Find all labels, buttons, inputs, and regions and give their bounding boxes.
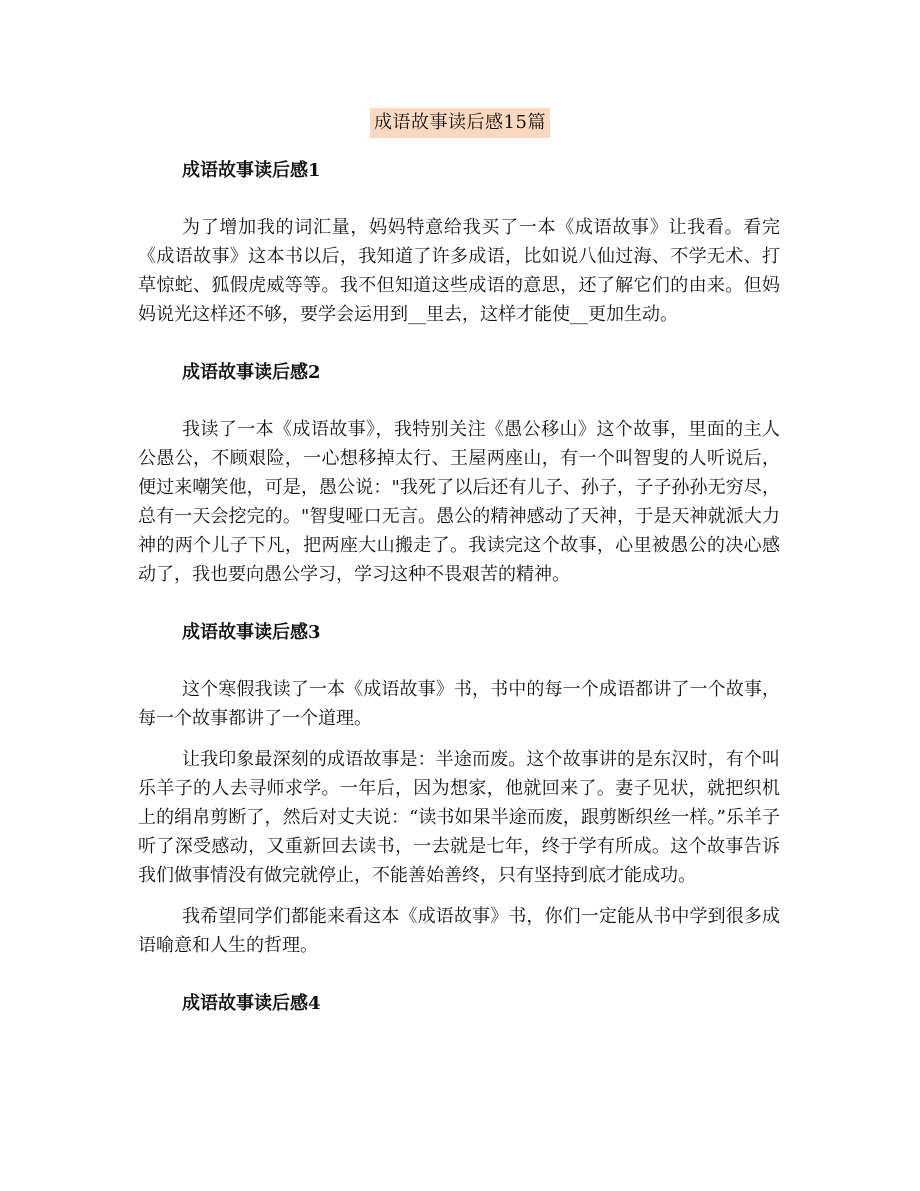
section-heading: 成语故事读后感1 (182, 160, 321, 181)
document-body (138, 155, 780, 1020)
title-container (0, 108, 920, 138)
paragraph: 让我印象最深刻的成语故事是：半途而废。这个故事讲的是东汉时，有个叫乐羊子的人去寻师求学。一年后，因为想家，他就回来了。妻子见状，就把织机上的绢帛剪断了，然后对丈夫说：“读书如果半途而废，跟剪断织丝一样。”乐羊子听了深受感动，又重新回去读书，一去就是七年，终于学有所成。这个故事告诉我们做事情没有做完就停止，不能善始善终，只有坚持到底才能成功。 (138, 749, 780, 886)
section-heading: 成语故事读后感3 (182, 622, 321, 643)
paragraph: 这个寒假我读了一本《成语故事》书，书中的每一个成语都讲了一个故事，每一个故事都讲了一个道理。 (138, 679, 780, 729)
section-heading: 成语故事读后感2 (182, 362, 321, 383)
paragraph: 我读了一本《成语故事》，我特别关注《愚公移山》这个故事，里面的主人公愚公，不顾艰险，一心想移掉太行、王屋两座山，有一个叫智叟的人听说后，便过来嘲笑他，可是，愚公说："我死了以后还有儿子、孙子，子子孙孙无穷尽，总有一天会挖完的。"智叟哑口无言。愚公的精神感动了天神，于是天神就派大力神的两个儿子下凡，把两座大山搬走了。我读完这个故事，心里被愚公的决心感动了，我也要向愚公学习，学习这种不畏艰苦的精神。 (138, 419, 780, 585)
paragraph: 为了增加我的词汇量，妈妈特意给我买了一本《成语故事》让我看。看完《成语故事》这本书以后，我知道了许多成语，比如说八仙过海、不学无术、打草惊蛇、狐假虎威等等。我不但知道这些成语的意思，还了解它们的由来。但妈妈说光这样还不够，要学会运用到__里去，这样才能使__更加生动。 (138, 217, 780, 325)
section-heading: 成语故事读后感4 (182, 993, 321, 1014)
paragraph: 我希望同学们都能来看这本《成语故事》书，你们一定能从书中学到很多成语喻意和人生的哲理。 (138, 906, 780, 956)
document-title: 成语故事读后感15篇 (370, 108, 550, 138)
